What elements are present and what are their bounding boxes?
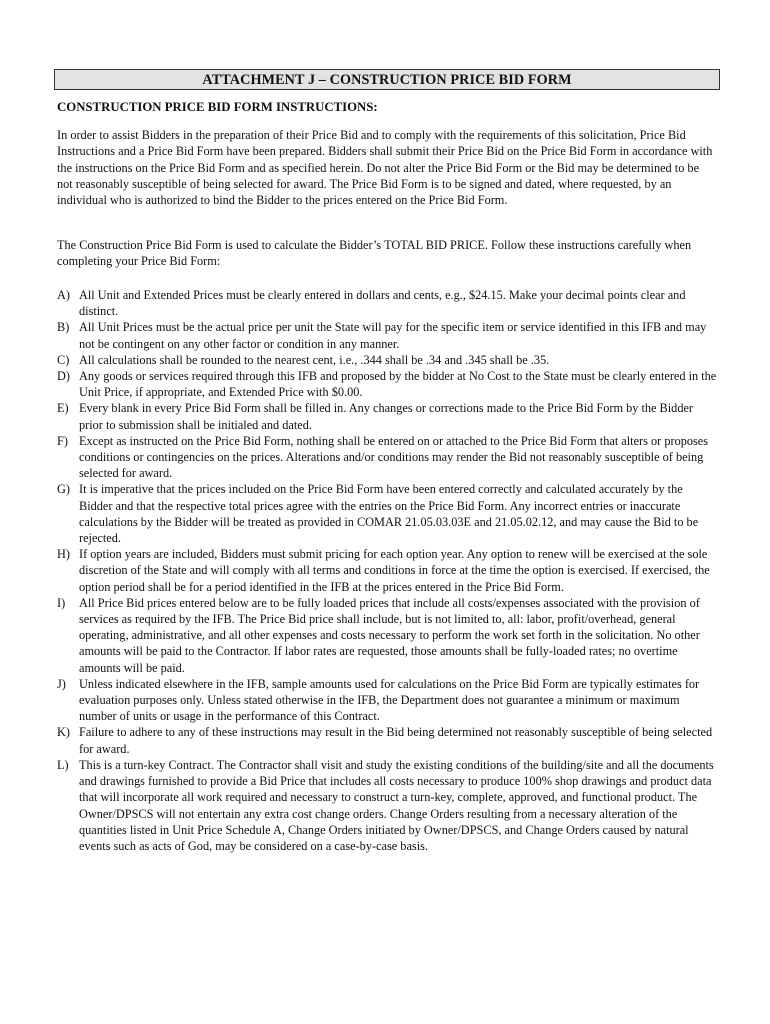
instruction-item-h xyxy=(57,546,719,595)
instruction-item-l xyxy=(57,757,719,854)
item-text: All Unit Prices must be the actual price per unit the State will pay for the specific item or service identified in this IFB and may not be contingent on any other factor or condition in any manner. xyxy=(79,320,707,351)
item-text: All calculations shall be rounded to the nearest cent, i.e., .344 shall be .34 and .345 shall be .35. xyxy=(79,352,550,367)
instructions-list xyxy=(57,287,719,854)
item-letter: F) xyxy=(57,433,68,448)
item-letter: A) xyxy=(57,288,70,302)
item-text: Failure to adhere to any of these instructions may result in the Bid being determined not reasonably susceptible of being selected for award. xyxy=(79,725,713,756)
item-letter: I) xyxy=(57,595,66,610)
instruction-item-f xyxy=(57,433,719,482)
item-letter: L) xyxy=(57,757,69,772)
item-letter: J) xyxy=(57,676,66,691)
item-text: It is imperative that the prices included on the Price Bid Form have been entered correctly and calculated accurately by the Bidder and that the respective total prices agree with the entries on the Price Bid Form. Any incorrect entries or inaccurate calculations by the Bidder will be treated as provided in COMAR 21.05.03.03E and 21.05.02.12, and may cause the Bid to be rejected. xyxy=(79,482,699,546)
instruction-item-i xyxy=(57,595,719,676)
item-text: All Price Bid prices entered below are to be fully loaded prices that include all costs/expenses associated with the provision of services as required by the IFB. The Price Bid price shall include, but is not limited to, all: labor, profit/overhead, general operating, administrative, and all other expenses and costs necessary to perform the work set forth in the solicitation. No other amounts will be paid to the Contractor. If labor rates are requested, those amounts shall be fully-loaded rates; no overtime amounts will be paid. xyxy=(79,595,700,675)
item-letter: G) xyxy=(57,482,70,497)
item-text: All Unit and Extended Prices must be clearly entered in dollars and cents, e.g., $24.15. Make your decimal points clear and distinct. xyxy=(79,288,686,319)
instruction-item-e xyxy=(57,400,719,432)
item-letter: B) xyxy=(57,320,70,335)
instruction-item-a xyxy=(57,287,719,319)
document-title: ATTACHMENT J – CONSTRUCTION PRICE BID FORM xyxy=(54,69,720,90)
form-usage-paragraph: The Construction Price Bid Form is used to calculate the Bidder’s TOTAL BID PRICE. Follow these instructions carefully when completing your Price Bid Form: xyxy=(57,238,692,269)
item-letter: K) xyxy=(57,725,70,740)
item-text: Unless indicated elsewhere in the IFB, sample amounts used for calculations on the Price Bid Form are typically estimates for evaluation purposes only. Unless stated otherwise in the IFB, the Department does not guarantee a minimum or maximum number of units or usage in the performance of this Contract. xyxy=(79,676,700,724)
item-text: Any goods or services required through this IFB and proposed by the bidder at No Cost to the State must be clearly entered in the Unit Price, if appropriate, and Extended Price with $0.00. xyxy=(79,369,717,400)
intro-paragraph: In order to assist Bidders in the preparation of their Price Bid and to comply with the requirements of this solicitation, Price Bid Instructions and a Price Bid Form have been prepared. Bidders shall submit their Price Bid on the Price Bid Form in accordance with the instructions on the Price Bid Form and as specified herein. Do not alter the Price Bid Form or the Bid may be determined to be not reasonably susceptible of being selected for award. The Price Bid Form is to be signed and dated, where requested, by an individual who is authorized to bind the Bidder to the prices entered on the Price Bid Form. xyxy=(57,128,713,208)
item-text: If option years are included, Bidders must submit pricing for each option year. Any option to renew will be exercised at the sole discretion of the State and will comply with all terms and conditions in force at the time the option is exercised. If exercised, the option period shall be for a period identified in the IFB at the prices entered in the Price Bid Form. xyxy=(79,547,710,594)
instruction-item-g xyxy=(57,481,719,546)
instruction-item-c xyxy=(57,352,719,368)
instruction-item-j xyxy=(57,676,719,725)
item-letter: H) xyxy=(57,547,70,562)
item-text: Every blank in every Price Bid Form shall be filled in. Any changes or corrections made to the Price Bid Form by the Bidder prior to submission shall be initialed and dated. xyxy=(79,401,694,432)
item-text: This is a turn-key Contract. The Contractor shall visit and study the existing conditions of the building/site and all the documents and drawings furnished to provide a Bid Price that includes all costs necessary to produce 100% shop drawings and product data that will incorporate all work required and necessary to construct a turn-key, complete, approved, and functional product. The Owner/DPSCS will not entertain any extra cost change orders. Change Orders resulting from a necessary alteration of the quantities listed in Unit Price Schedule A, Change Orders initiated by Owner/DPSCS, and Change Orders caused by natural events such as acts of God, may be considered on a case-by-case basis. xyxy=(79,757,714,853)
item-letter: C) xyxy=(57,352,70,367)
item-text: Except as instructed on the Price Bid Form, nothing shall be entered on or attached to the Price Bid Form that alters or proposes conditions or contingencies on the prices. Alterations and/or conditions may render the Bid not reasonably susceptible of being selected for award. xyxy=(79,433,709,481)
item-letter: E) xyxy=(57,401,69,416)
instruction-item-b xyxy=(57,319,719,351)
instruction-item-k xyxy=(57,724,719,756)
instructions-heading: CONSTRUCTION PRICE BID FORM INSTRUCTIONS: xyxy=(57,100,378,114)
item-letter: D) xyxy=(57,369,70,384)
instruction-item-d xyxy=(57,368,719,400)
